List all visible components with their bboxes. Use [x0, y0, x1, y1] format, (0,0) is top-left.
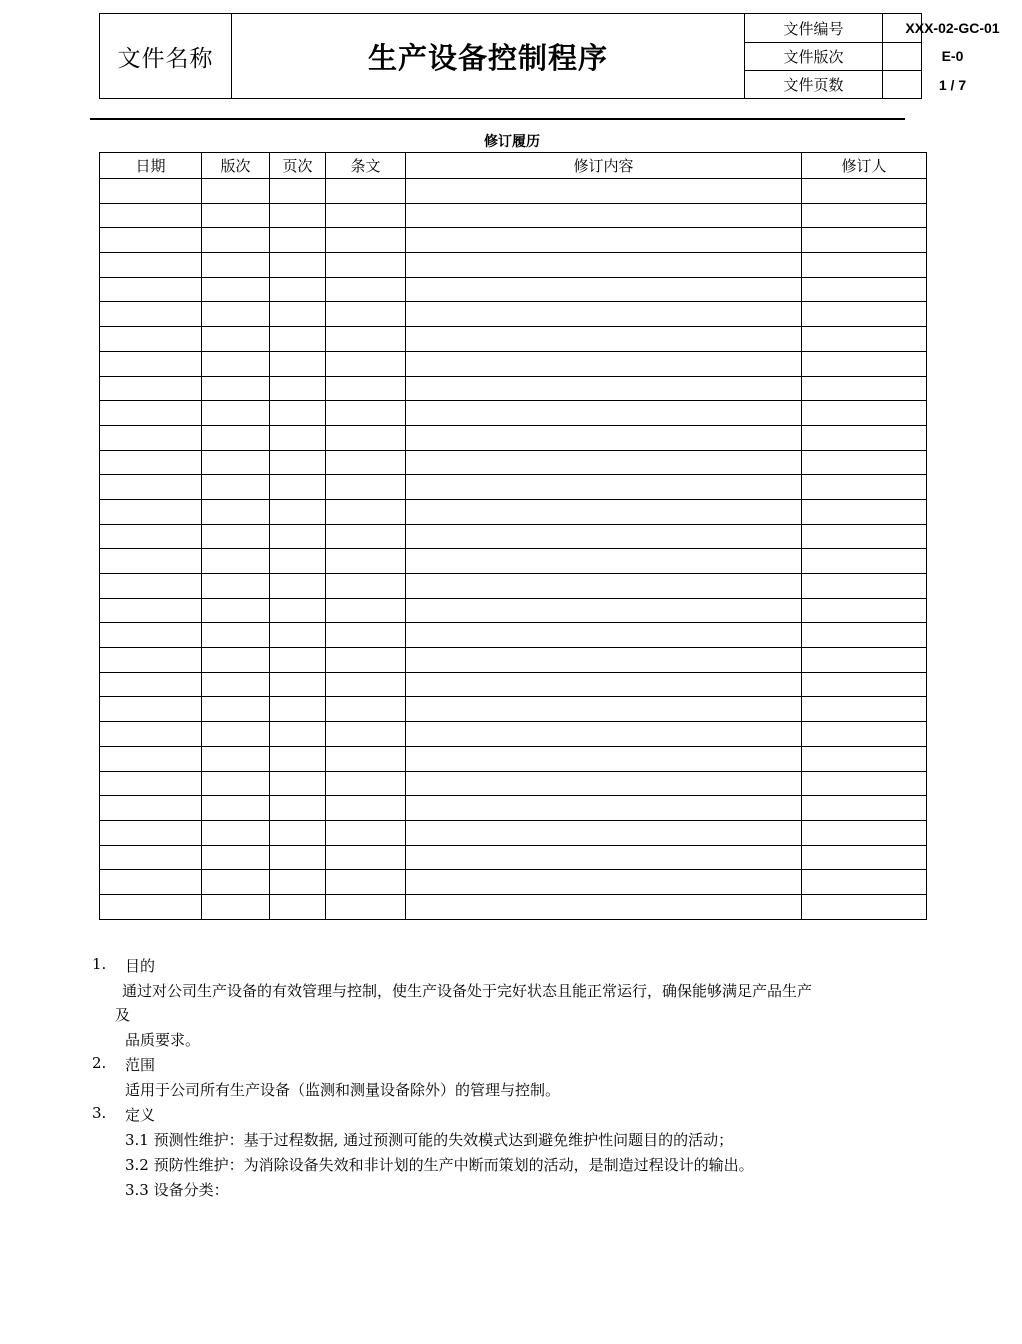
table-cell [406, 894, 802, 919]
table-cell [802, 845, 927, 870]
table-cell [270, 376, 326, 401]
table-cell [202, 722, 270, 747]
table-cell [802, 574, 927, 599]
table-row [100, 499, 927, 524]
table-row [100, 524, 927, 549]
table-cell [406, 425, 802, 450]
table-cell [100, 722, 202, 747]
table-cell [270, 203, 326, 228]
table-cell [100, 302, 202, 327]
table-cell [100, 327, 202, 352]
table-cell [406, 870, 802, 895]
column-header-page: 页次 [270, 153, 326, 179]
table-row [100, 475, 927, 500]
table-cell [406, 623, 802, 648]
revision-history-table [99, 152, 927, 920]
table-cell [202, 253, 270, 278]
table-row [100, 648, 927, 673]
table-cell [406, 697, 802, 722]
table-cell [270, 820, 326, 845]
meta-row-doc-number [745, 14, 1000, 43]
table-cell [326, 771, 406, 796]
table-cell [202, 623, 270, 648]
table-cell [406, 549, 802, 574]
table-row [100, 746, 927, 771]
meta-value: 1 / 7 [938, 76, 967, 93]
table-cell [802, 672, 927, 697]
table-cell [802, 524, 927, 549]
table-row [100, 425, 927, 450]
table-cell [100, 623, 202, 648]
table-cell [100, 870, 202, 895]
table-cell [100, 648, 202, 673]
table-cell [270, 524, 326, 549]
section-1-text-wrap: 及 [115, 1006, 131, 1024]
table-cell [202, 820, 270, 845]
table-cell [802, 771, 927, 796]
table-cell [802, 722, 927, 747]
table-cell [802, 228, 927, 253]
section-3-3-text: 3.3 设备分类： [125, 1181, 229, 1199]
table-cell [202, 574, 270, 599]
table-cell [100, 845, 202, 870]
section-1-text-end: 品质要求。 [125, 1031, 201, 1049]
table-cell [802, 746, 927, 771]
section-1-text: 通过对公司生产设备的有效管理与控制，使生产设备处于完好状态且能正常运行，确保能够满足产品生产 [122, 982, 813, 1000]
table-row [100, 845, 927, 870]
table-cell [270, 672, 326, 697]
table-cell [270, 401, 326, 426]
table-cell [202, 524, 270, 549]
table-cell [802, 253, 927, 278]
document-title: 生产设备控制程序 [232, 14, 745, 98]
table-cell [202, 425, 270, 450]
table-cell [100, 697, 202, 722]
table-cell [406, 499, 802, 524]
table-cell [202, 401, 270, 426]
table-cell [406, 598, 802, 623]
revision-history-title: 修订履历 [484, 134, 540, 150]
table-cell [406, 771, 802, 796]
table-cell [100, 401, 202, 426]
table-cell [270, 894, 326, 919]
table-row [100, 549, 927, 574]
table-cell [326, 796, 406, 821]
table-cell [100, 549, 202, 574]
table-cell [802, 376, 927, 401]
table-cell [406, 524, 802, 549]
section-3-2-text: 3.2 预防性维护：为消除设备失效和非计划的生产中断而策划的活动，是制造过程设计的输出。 [125, 1156, 754, 1174]
table-cell [270, 845, 326, 870]
table-cell [326, 722, 406, 747]
table-row [100, 228, 927, 253]
column-header-reviser: 修订人 [802, 153, 927, 179]
column-header-date: 日期 [100, 153, 202, 179]
meta-value: E-0 [941, 48, 964, 64]
table-cell [802, 598, 927, 623]
table-cell [802, 475, 927, 500]
table-cell [100, 672, 202, 697]
table-cell [202, 499, 270, 524]
table-cell [270, 598, 326, 623]
table-cell [406, 351, 802, 376]
table-cell [202, 697, 270, 722]
table-cell [202, 598, 270, 623]
section-2-text: 适用于公司所有生产设备（监测和测量设备除外）的管理与控制。 [125, 1081, 561, 1099]
table-row [100, 623, 927, 648]
table-cell [406, 228, 802, 253]
table-cell [802, 499, 927, 524]
table-cell [202, 746, 270, 771]
document-name-label: 文件名称 [100, 14, 232, 98]
table-row [100, 598, 927, 623]
table-row [100, 894, 927, 919]
table-cell [802, 623, 927, 648]
table-cell [406, 648, 802, 673]
table-cell [202, 277, 270, 302]
table-cell [326, 598, 406, 623]
table-row [100, 376, 927, 401]
table-row [100, 450, 927, 475]
table-row [100, 820, 927, 845]
table-cell [406, 401, 802, 426]
table-cell [100, 253, 202, 278]
table-header-row [100, 153, 927, 179]
table-cell [802, 870, 927, 895]
table-cell [406, 203, 802, 228]
table-cell [270, 277, 326, 302]
document-meta [745, 14, 1000, 98]
table-cell [270, 771, 326, 796]
table-cell [270, 648, 326, 673]
table-cell [270, 179, 326, 204]
table-cell [326, 327, 406, 352]
table-row [100, 277, 927, 302]
table-row [100, 870, 927, 895]
table-cell [326, 820, 406, 845]
table-cell [100, 450, 202, 475]
column-header-content: 修订内容 [406, 153, 802, 179]
table-cell [270, 475, 326, 500]
meta-key: 文件编号 [745, 14, 883, 42]
table-cell [100, 820, 202, 845]
table-cell [326, 253, 406, 278]
table-row [100, 574, 927, 599]
table-cell [100, 376, 202, 401]
table-cell [326, 203, 406, 228]
table-cell [100, 228, 202, 253]
table-cell [802, 820, 927, 845]
meta-key: 文件版次 [745, 42, 883, 70]
section-3-number: 3. [92, 1104, 107, 1122]
document-header [99, 13, 1000, 99]
table-cell [406, 179, 802, 204]
table-cell [270, 499, 326, 524]
table-cell [202, 549, 270, 574]
table-cell [326, 623, 406, 648]
table-cell [202, 179, 270, 204]
table-row [100, 302, 927, 327]
table-cell [406, 820, 802, 845]
table-cell [406, 574, 802, 599]
table-cell [100, 351, 202, 376]
table-cell [802, 277, 927, 302]
table-cell [406, 450, 802, 475]
meta-row-doc-version [745, 42, 964, 71]
table-cell [100, 425, 202, 450]
table-cell [802, 401, 927, 426]
table-cell [802, 796, 927, 821]
table-row [100, 327, 927, 352]
table-cell [100, 499, 202, 524]
table-cell [406, 302, 802, 327]
table-cell [202, 228, 270, 253]
table-cell [406, 746, 802, 771]
table-cell [802, 302, 927, 327]
table-cell [802, 894, 927, 919]
table-cell [100, 524, 202, 549]
table-cell [326, 524, 406, 549]
meta-key: 文件页数 [745, 71, 883, 98]
table-cell [202, 771, 270, 796]
table-cell [202, 203, 270, 228]
table-row [100, 697, 927, 722]
table-cell [100, 598, 202, 623]
table-cell [326, 648, 406, 673]
column-header-version: 版次 [202, 153, 270, 179]
table-cell [270, 722, 326, 747]
table-row [100, 253, 927, 278]
table-cell [270, 425, 326, 450]
meta-value: XXX-02-GC-01 [905, 20, 1000, 36]
table-cell [802, 425, 927, 450]
table-cell [270, 549, 326, 574]
section-2-title: 范围 [125, 1056, 156, 1074]
table-cell [270, 796, 326, 821]
table-cell [326, 179, 406, 204]
section-3-title: 定义 [125, 1106, 156, 1124]
table-cell [202, 302, 270, 327]
table-cell [202, 845, 270, 870]
table-cell [406, 722, 802, 747]
table-cell [270, 574, 326, 599]
table-cell [270, 327, 326, 352]
table-cell [326, 475, 406, 500]
table-cell [326, 672, 406, 697]
table-cell [100, 277, 202, 302]
table-cell [326, 697, 406, 722]
table-cell [270, 870, 326, 895]
table-row [100, 179, 927, 204]
section-1-number: 1. [92, 955, 107, 973]
table-cell [100, 203, 202, 228]
table-cell [202, 450, 270, 475]
table-cell [406, 845, 802, 870]
table-cell [406, 672, 802, 697]
table-row [100, 722, 927, 747]
table-cell [326, 870, 406, 895]
table-cell [202, 672, 270, 697]
table-cell [202, 376, 270, 401]
table-cell [802, 179, 927, 204]
table-cell [326, 302, 406, 327]
table-cell [802, 351, 927, 376]
table-cell [406, 277, 802, 302]
table-cell [326, 499, 406, 524]
table-cell [100, 796, 202, 821]
table-cell [326, 574, 406, 599]
table-cell [100, 475, 202, 500]
table-cell [406, 327, 802, 352]
table-cell [270, 302, 326, 327]
table-cell [270, 697, 326, 722]
table-cell [270, 746, 326, 771]
table-row [100, 672, 927, 697]
table-cell [202, 796, 270, 821]
table-cell [326, 376, 406, 401]
table-row [100, 796, 927, 821]
section-3-1-text: 3.1 预测性维护：基于过程数据, 通过预测可能的失效模式达到避免维护性问题目的的活动； [125, 1131, 734, 1149]
section-2-number: 2. [92, 1054, 107, 1072]
column-header-clause: 条文 [326, 153, 406, 179]
table-cell [100, 894, 202, 919]
table-cell [100, 574, 202, 599]
table-cell [202, 327, 270, 352]
table-cell [406, 376, 802, 401]
table-cell [326, 746, 406, 771]
table-cell [270, 253, 326, 278]
table-cell [802, 203, 927, 228]
meta-row-page-count [745, 71, 967, 98]
table-cell [326, 845, 406, 870]
table-cell [326, 425, 406, 450]
table-row [100, 351, 927, 376]
header-divider [90, 118, 905, 120]
table-row [100, 203, 927, 228]
table-cell [406, 475, 802, 500]
table-row [100, 771, 927, 796]
table-cell [326, 228, 406, 253]
table-cell [326, 401, 406, 426]
table-cell [270, 450, 326, 475]
table-cell [100, 179, 202, 204]
table-cell [406, 796, 802, 821]
table-cell [270, 623, 326, 648]
table-cell [202, 351, 270, 376]
table-cell [202, 894, 270, 919]
table-cell [270, 228, 326, 253]
table-cell [202, 475, 270, 500]
table-cell [202, 648, 270, 673]
table-row [100, 401, 927, 426]
table-cell [270, 351, 326, 376]
table-cell [326, 277, 406, 302]
table-cell [802, 327, 927, 352]
table-cell [802, 450, 927, 475]
table-cell [802, 648, 927, 673]
table-cell [802, 549, 927, 574]
table-cell [100, 746, 202, 771]
table-cell [202, 870, 270, 895]
table-cell [406, 253, 802, 278]
table-cell [326, 450, 406, 475]
section-1-title: 目的 [125, 957, 156, 975]
table-cell [326, 894, 406, 919]
table-cell [326, 549, 406, 574]
table-cell [802, 697, 927, 722]
table-cell [100, 771, 202, 796]
table-cell [326, 351, 406, 376]
revision-rows [100, 179, 927, 920]
